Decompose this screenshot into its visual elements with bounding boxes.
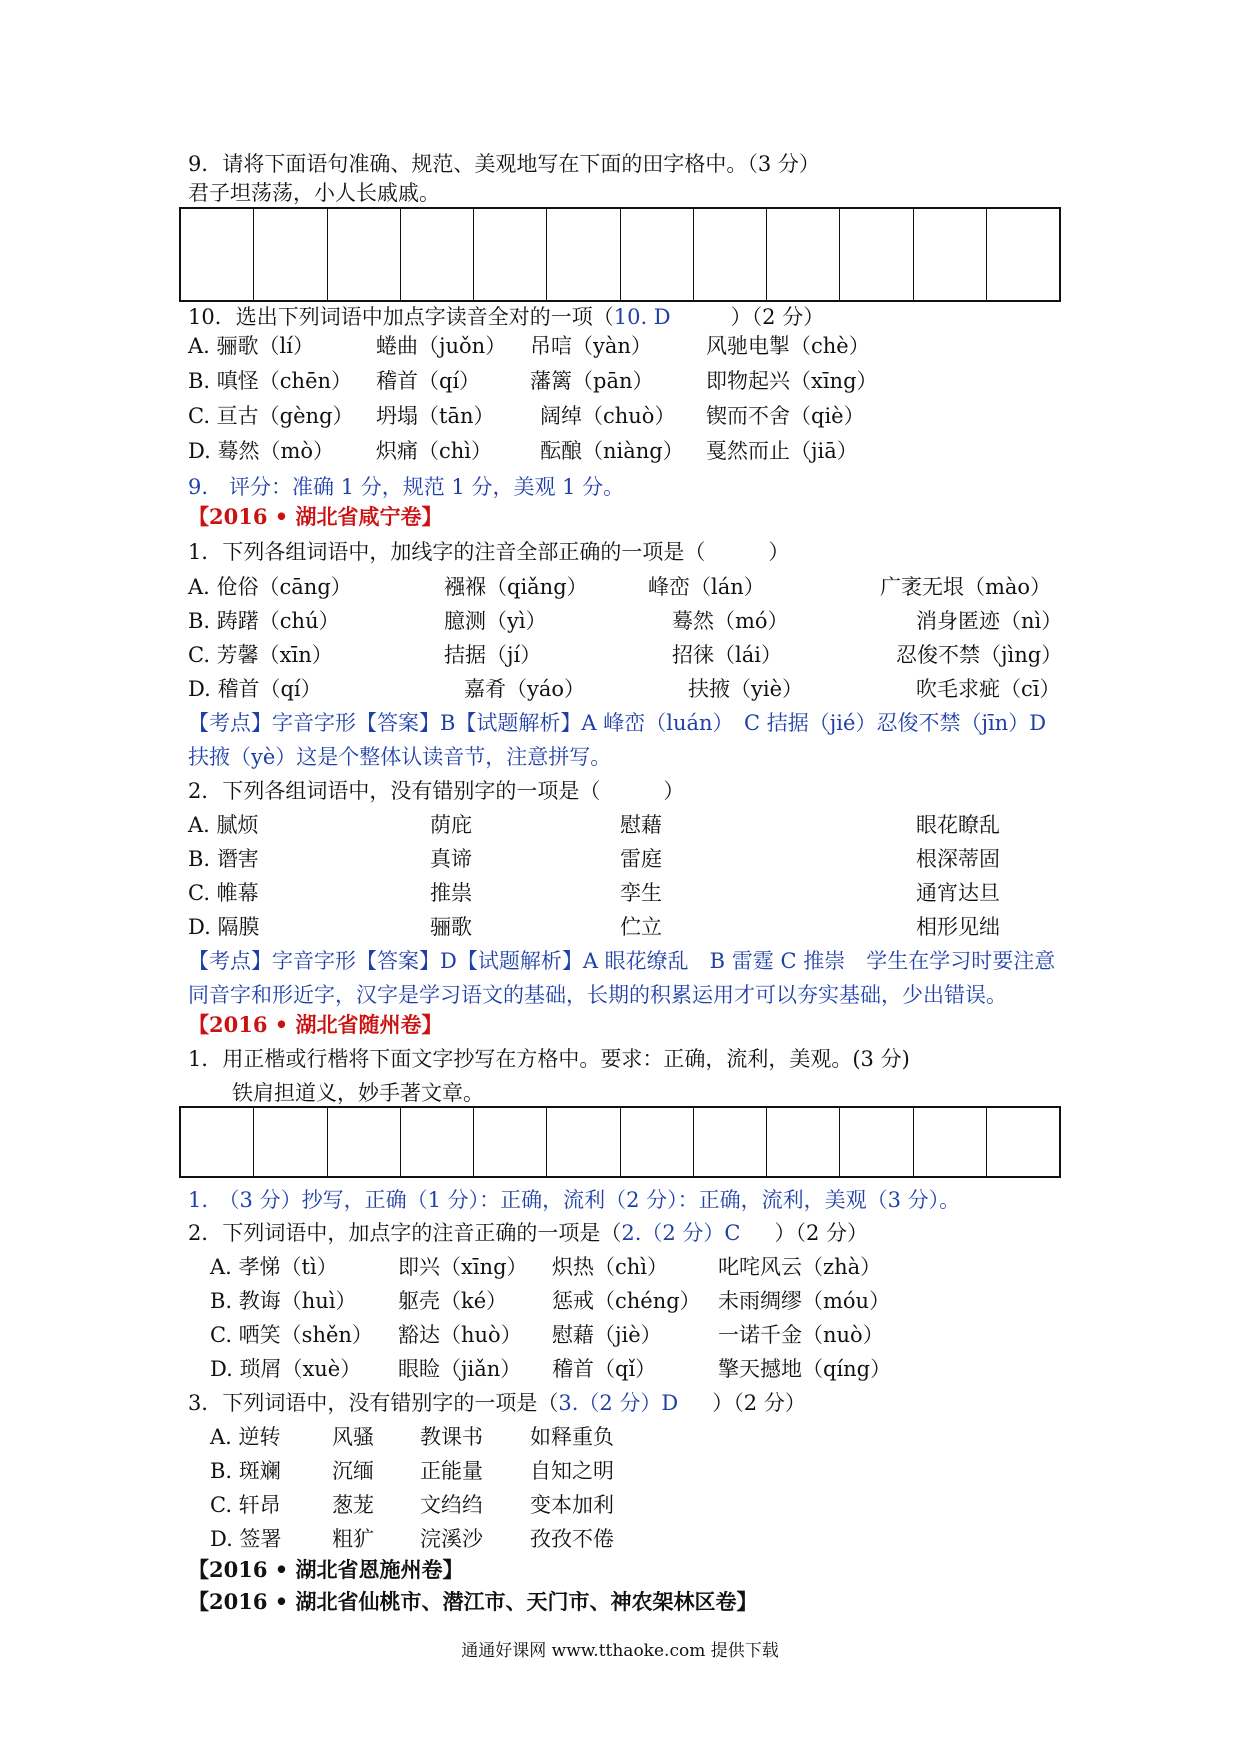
q10-answer: 10. D — [613, 305, 671, 329]
xn-q1-option-a-4: 广袤无垠（mào） — [880, 575, 1052, 599]
xn-q2-option-b-2: 真谛 — [430, 847, 472, 871]
q10-stem-a: 10．选出下列词语中加点字读音全对的一项（ — [188, 305, 614, 329]
sz-q2-option-d: D. 琐屑（xuè） — [210, 1357, 362, 1381]
grid-cell[interactable] — [547, 209, 620, 300]
xn-q1-option-a-2: 襁褓（qiǎng） — [444, 575, 588, 599]
grid-cell[interactable] — [914, 1108, 987, 1176]
xn-q1-option-a: A. 伧俗（cāng） — [188, 575, 352, 599]
grid-cell[interactable] — [181, 209, 254, 300]
sz-q3-option-c-3: 文绉绉 — [420, 1493, 483, 1517]
grid-cell[interactable] — [547, 1108, 620, 1176]
xn-q2-option-d-4: 相形见绌 — [916, 915, 1000, 939]
grid-cell[interactable] — [694, 1108, 767, 1176]
sz-q1-writing-grid[interactable] — [179, 1106, 1061, 1178]
xn-q1-option-b: B. 踌躇（chú） — [188, 609, 340, 633]
grid-cell[interactable] — [254, 209, 327, 300]
xn-q2-option-b-4: 根深蒂固 — [916, 847, 1000, 871]
section-header-xianning: 【2016 • 湖北省咸宁卷】 — [188, 504, 443, 529]
sz-q3-option-b-4: 自知之明 — [530, 1459, 614, 1483]
xn-q2-analysis: 【考点】字音字形【答案】D【试题解析】A 眼花缭乱 B 雷霆 C 推崇 学生在学习时要注意 — [188, 949, 1056, 973]
xn-q1-option-b-3: 蓦然（mó） — [672, 609, 789, 633]
sz-q1-stem: 1．用正楷或行楷将下面文字抄写在方格中。要求：正确，流利，美观。(3 分) — [188, 1047, 910, 1071]
grid-cell[interactable] — [474, 1108, 547, 1176]
xn-q2-option-d-2: 骊歌 — [430, 915, 472, 939]
xn-q1-option-c-4: 忍俊不禁（jìng） — [896, 643, 1063, 667]
q9-writing-grid[interactable] — [179, 207, 1061, 302]
option-d-2: 炽痛（chì） — [376, 439, 493, 463]
xn-q2-option-c-4: 通宵达旦 — [916, 881, 1000, 905]
sz-q2-option-a-4: 叱咤风云（zhà） — [718, 1255, 882, 1279]
option-a: A. 骊歌（lí） — [188, 334, 314, 358]
option-c-3: 阔绰（chuò） — [540, 404, 676, 428]
xn-q2-option-a-4: 眼花瞭乱 — [916, 813, 1000, 837]
q9-title: 9．请将下面语句准确、规范、美观地写在下面的田字格中。（3 分） — [188, 152, 820, 176]
xn-q2-option-d: D. 隔膜 — [188, 915, 260, 939]
sz-q3-option-d-2: 粗犷 — [332, 1527, 374, 1551]
sz-q3-option-a-4: 如释重负 — [530, 1425, 614, 1449]
xn-q2-option-c-3: 孪生 — [620, 881, 662, 905]
xn-q1-option-a-3: 峰峦（lán） — [648, 575, 765, 599]
sz-q3-option-a: A. 逆转 — [210, 1425, 281, 1449]
grid-cell[interactable] — [401, 209, 474, 300]
sz-q2-option-b-3: 惩戒（chéng） — [552, 1289, 701, 1313]
sz-q2-option-b-2: 躯壳（ké） — [398, 1289, 508, 1313]
grid-cell[interactable] — [474, 209, 547, 300]
section-header-xiantao: 【2016 • 湖北省仙桃市、潜江市、天门市、神农架林区卷】 — [188, 1589, 758, 1614]
sz-q3-option-a-2: 风骚 — [332, 1425, 374, 1449]
sz-q2-option-c-3: 慰藉（jiè） — [552, 1323, 662, 1347]
sz-q2-option-b: B. 教诲（huì） — [210, 1289, 357, 1313]
sz-q2-stem — [188, 1219, 868, 1247]
option-a-2: 蜷曲（juǒn） — [376, 334, 507, 358]
option-c: C. 亘古（gèng） — [188, 404, 354, 428]
sz-q1-answer: 1. （3 分）抄写，正确（1 分）：正确，流利（2 分）：正确，流利，美观（3 分）。 — [188, 1188, 961, 1212]
sz-q3-option-c: C. 轩昂 — [210, 1493, 281, 1517]
xn-q1-option-d-2: 嘉肴（yáo） — [464, 677, 586, 701]
grid-cell[interactable] — [621, 1108, 694, 1176]
xn-q1-option-b-4: 消身匿迹（nì） — [916, 609, 1063, 633]
sz-q3-option-c-2: 葱茏 — [332, 1493, 374, 1517]
sz-q2-answer: 2.（2 分）C — [621, 1221, 741, 1245]
sz-q2-option-a-2: 即兴（xīng） — [398, 1255, 528, 1279]
xn-q1-analysis-cont: 扶掖（yè）这是个整体认读音节，注意拼写。 — [188, 745, 612, 769]
sz-q3-stem-a: 3．下列词语中，没有错别字的一项是（ — [188, 1391, 559, 1415]
sz-q2-option-d-4: 擎天撼地（qíng） — [718, 1357, 892, 1381]
sz-q3-option-a-3: 教课书 — [420, 1425, 483, 1449]
grid-cell[interactable] — [328, 209, 401, 300]
grid-cell[interactable] — [254, 1108, 327, 1176]
xn-q2-option-b-3: 雷庭 — [620, 847, 662, 871]
sz-q2-option-b-4: 未雨绸缪（móu） — [718, 1289, 891, 1313]
xn-q2-option-c-2: 推祟 — [430, 881, 472, 905]
xn-q2-option-a: A. 腻烦 — [188, 813, 259, 837]
q10-stem-b: ）（2 分） — [730, 305, 825, 329]
sz-q2-option-c: C. 哂笑（shěn） — [210, 1323, 373, 1347]
sz-q3-option-b: B. 斑斓 — [210, 1459, 281, 1483]
sz-q3-option-b-2: 沉缅 — [332, 1459, 374, 1483]
sz-q3-answer: 3.（2 分）D — [558, 1391, 679, 1415]
sz-q2-option-d-3: 稽首（qǐ） — [552, 1357, 657, 1381]
sz-q2-option-a-3: 炽热（chì） — [552, 1255, 669, 1279]
sz-q3-option-d-3: 浣溪沙 — [420, 1527, 483, 1551]
grid-cell[interactable] — [621, 209, 694, 300]
option-a-3: 吊唁（yàn） — [530, 334, 652, 358]
sz-q3-option-d-4: 孜孜不倦 — [530, 1527, 614, 1551]
xn-q1-option-d-3: 扶掖（yiè） — [688, 677, 804, 701]
q9-sentence: 君子坦荡荡，小人长戚戚。 — [188, 181, 440, 205]
xn-q1-analysis: 【考点】字音字形【答案】B【试题解析】A 峰峦（luán） C 拮据（jié）忍俊不禁（jīn）D — [188, 711, 1047, 735]
sz-q1-sentence: 铁肩担道义，妙手著文章。 — [232, 1081, 484, 1105]
grid-cell[interactable] — [328, 1108, 401, 1176]
grid-cell[interactable] — [840, 209, 913, 300]
sz-q2-option-a: A. 孝悌（tì） — [210, 1255, 338, 1279]
xn-q2-option-a-3: 慰藉 — [620, 813, 662, 837]
section-header-suizhou: 【2016 • 湖北省随州卷】 — [188, 1012, 443, 1037]
sz-q3-option-c-4: 变本加利 — [530, 1493, 614, 1517]
option-b-2: 稽首（qí） — [376, 369, 481, 393]
xn-q1-option-d-4: 吹毛求疵（cī） — [916, 677, 1061, 701]
grid-cell[interactable] — [694, 209, 767, 300]
grid-cell[interactable] — [840, 1108, 913, 1176]
grid-cell[interactable] — [767, 209, 840, 300]
xn-q2-option-d-3: 伫立 — [620, 915, 662, 939]
sz-q2-option-c-4: 一诺千金（nuò） — [718, 1323, 884, 1347]
sz-q2-stem-a: 2．下列词语中，加点字的注音正确的一项是（ — [188, 1221, 622, 1245]
xn-q1-stem: 1．下列各组词语中，加线字的注音全部正确的一项是（ ） — [188, 540, 790, 564]
xn-q1-option-c: C. 芳馨（xīn） — [188, 643, 333, 667]
section-header-enshi: 【2016 • 湖北省恩施州卷】 — [188, 1557, 464, 1582]
option-b: B. 嗔怪（chēn） — [188, 369, 353, 393]
option-b-4: 即物起兴（xīng） — [706, 369, 878, 393]
xn-q1-option-b-2: 臆测（yì） — [444, 609, 547, 633]
q10-stem — [188, 303, 824, 331]
xn-q2-stem: 2．下列各组词语中，没有错别字的一项是（ ） — [188, 779, 685, 803]
sz-q2-option-d-2: 眼睑（jiǎn） — [398, 1357, 522, 1381]
option-c-2: 坍塌（tān） — [376, 404, 495, 428]
xn-q2-option-c: C. 帷幕 — [188, 881, 259, 905]
option-c-4: 锲而不舍（qiè） — [706, 404, 865, 428]
grid-cell[interactable] — [767, 1108, 840, 1176]
xn-q1-option-c-2: 拮据（jí） — [444, 643, 542, 667]
sz-q2-stem-b: ）（2 分） — [774, 1221, 869, 1245]
grid-cell[interactable] — [181, 1108, 254, 1176]
sz-q3-stem-b: ）（2 分） — [712, 1391, 806, 1415]
xn-q2-option-b: B. 谮害 — [188, 847, 259, 871]
grid-cell[interactable] — [987, 209, 1059, 300]
sz-q3-option-b-3: 正能量 — [420, 1459, 483, 1483]
grid-cell[interactable] — [914, 209, 987, 300]
xn-q1-option-c-3: 招徕（lái） — [672, 643, 782, 667]
grid-cell[interactable] — [401, 1108, 474, 1176]
option-d: D. 蓦然（mò） — [188, 439, 334, 463]
option-d-3: 酝酿（niàng） — [540, 439, 684, 463]
page-footer: 通通好课网 www.tthaoke.com 提供下载 — [461, 1641, 779, 1661]
sz-q3-stem — [188, 1389, 806, 1417]
sz-q2-option-c-2: 豁达（huò） — [398, 1323, 522, 1347]
xn-q1-option-d: D. 稽首（qí） — [188, 677, 322, 701]
xn-q2-analysis-cont: 同音字和形近字，汉字是学习语文的基础，长期的积累运用才可以夯实基础，少出错误。 — [188, 983, 1007, 1007]
sz-q3-option-d: D. 签署 — [210, 1527, 282, 1551]
option-a-4: 风驰电掣（chè） — [706, 334, 870, 358]
xn-q2-option-a-2: 荫庇 — [430, 813, 472, 837]
grid-cell[interactable] — [987, 1108, 1059, 1176]
option-b-3: 藩篱（pān） — [530, 369, 654, 393]
option-d-4: 戛然而止（jiā） — [706, 439, 858, 463]
q9-score-note: 9. 评分：准确 1 分，规范 1 分，美观 1 分。 — [188, 475, 625, 499]
